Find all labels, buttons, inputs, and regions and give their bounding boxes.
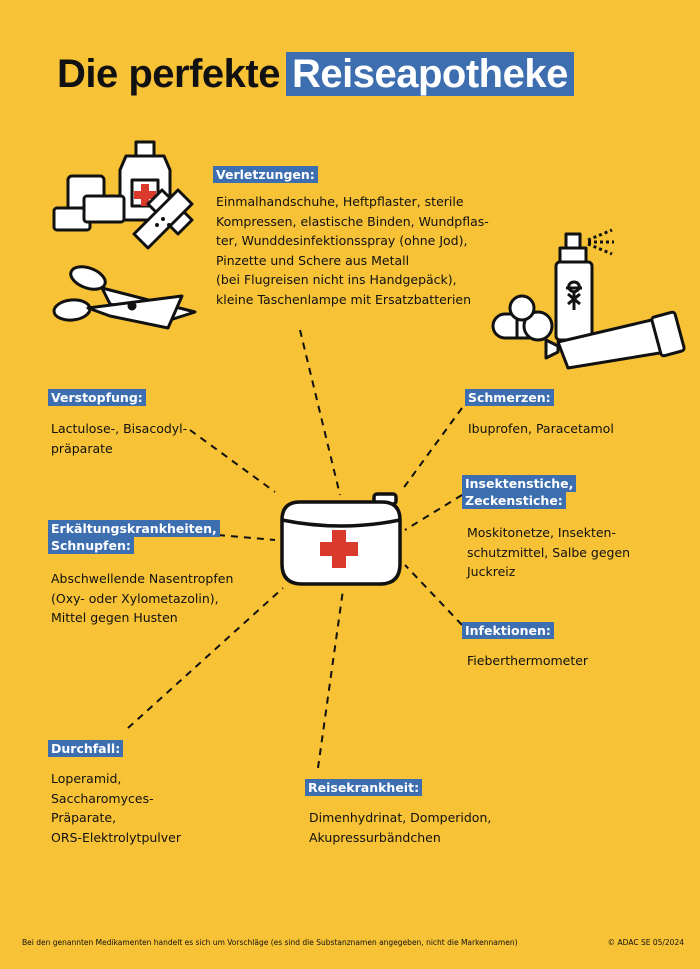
footer-copyright: © ADAC SE 05/2024 [607,938,684,947]
connector-verstopfung [190,430,275,492]
text-erkaeltung: Abschwellende Nasentropfen (Oxy- oder Xylometazolin), Mittel gegen Husten [51,571,234,625]
connector-schmerzen [402,408,462,490]
text-verletzungen: Einmalhandschuhe, Heftpflaster, sterile Kompressen, elastische Binden, Wundpflas- ter, Wunddesinfektionsspray (ohne Jod), Pinzette und Schere aus Metall (bei Flugreisen nicht ins Handgepäck), kleine Taschenlampe mit Ersatzbatterien [216,194,489,307]
text-infektionen: Fieberthermometer [467,653,589,668]
label-durchfall: Durchfall: [48,740,123,757]
text-durchfall: Loperamid, Saccharomyces- Präparate, ORS-Elektrolytpulver [51,771,182,845]
first-aid-bag-icon [272,490,410,592]
label-schmerzen: Schmerzen: [465,389,554,406]
connector-insekten [405,495,462,530]
connector-erkaeltung [218,535,275,540]
label-insekten: Insektenstiche, Zeckenstiche: [462,475,576,509]
title-highlight: Reiseapotheke [286,52,574,96]
label-verletzungen: Verletzungen: [213,166,318,183]
connector-reisekrankheit [318,590,343,768]
label-verstopfung: Verstopfung: [48,389,146,406]
label-erkaeltung: Erkältungskrankheiten, Schnupfen: [48,520,220,554]
connector-verletzungen [300,330,340,495]
scissors-icon [50,260,200,340]
text-insekten: Moskitonetze, Insekten- schutzmittel, Salbe gegen Juckreiz [467,525,631,579]
footer-note: Bei den genannten Medikamenten handelt es sich um Vorschläge (es sind die Substanznamen angegeben, nicht die Markennamen) [22,938,518,947]
label-reisekrankheit: Reisekrankheit: [305,779,422,796]
bandages-and-bottle-icon [46,132,196,272]
text-reisekrankheit: Dimenhydrinat, Domperidon, Akupressurbändchen [309,810,492,845]
label-infektionen: Infektionen: [462,622,554,639]
text-schmerzen: Ibuprofen, Paracetamol [468,421,614,436]
connector-infektionen [405,565,462,625]
text-verstopfung: Lactulose-, Bisacodyl- präparate [51,421,188,456]
insect-spray-and-pills-icon [488,222,688,372]
title-part1: Die perfekte [57,52,280,96]
